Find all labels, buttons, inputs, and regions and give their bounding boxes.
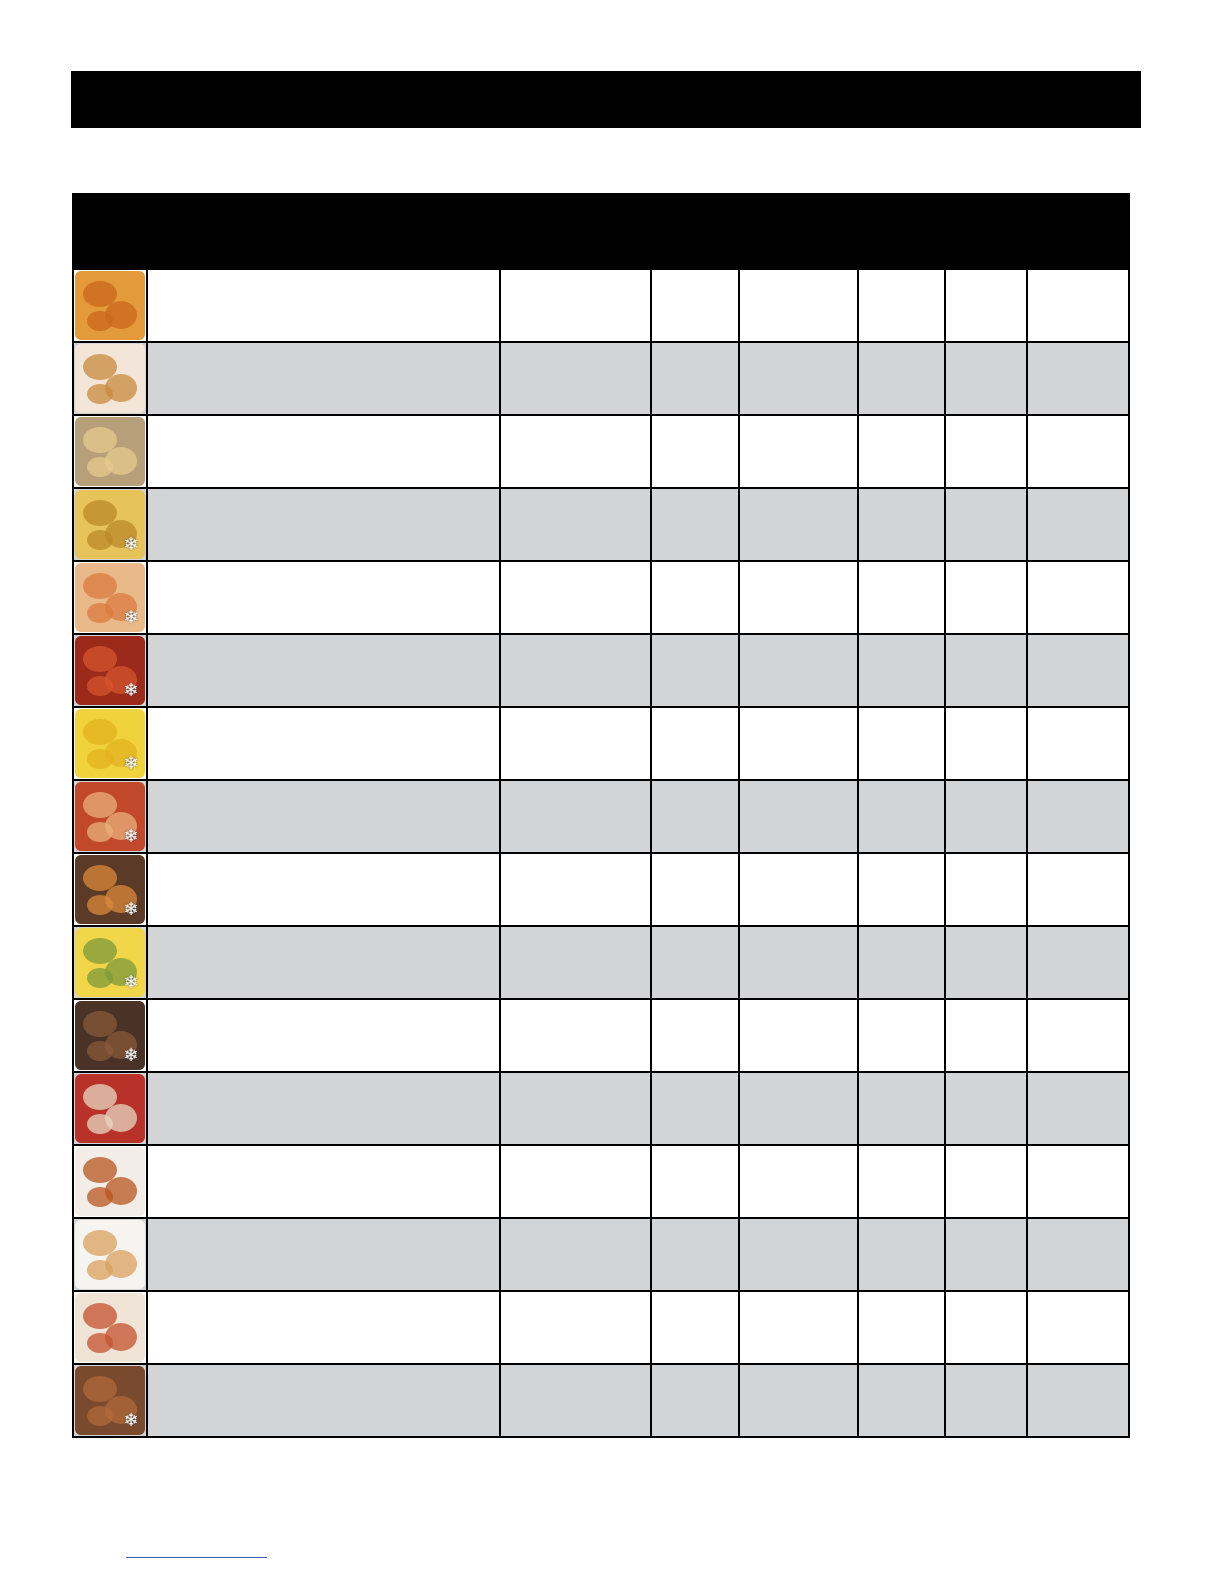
food-image-cell [73, 926, 147, 999]
table-cell [147, 1072, 500, 1145]
fried-chicken-icon [75, 271, 145, 340]
table-cell [500, 707, 651, 780]
sausages-icon [75, 1147, 145, 1216]
table-row [73, 999, 1129, 1072]
food-image-cell [73, 780, 147, 853]
snowflake-icon: ❄ [123, 534, 139, 555]
table-cell [858, 999, 945, 1072]
column-header [858, 194, 945, 269]
table-cell [500, 926, 651, 999]
table-cell [858, 488, 945, 561]
food-image-cell [73, 853, 147, 926]
table-cell [651, 415, 739, 488]
food-image-cell [73, 1145, 147, 1218]
lasagna-icon [75, 782, 145, 851]
table-cell [1027, 561, 1129, 634]
table-row [73, 1072, 1129, 1145]
table-cell [945, 999, 1027, 1072]
table-cell [147, 780, 500, 853]
table-cell [651, 1072, 739, 1145]
table-cell [945, 269, 1027, 342]
table-cell [651, 853, 739, 926]
table-cell [945, 707, 1027, 780]
table-cell [945, 488, 1027, 561]
table-row [73, 707, 1129, 780]
french-fries-icon [75, 709, 145, 778]
table-cell [945, 1072, 1027, 1145]
table-cell [1027, 342, 1129, 415]
table-cell [1027, 999, 1129, 1072]
hot-dog-icon [75, 1220, 145, 1289]
column-header [651, 194, 739, 269]
food-image-cell [73, 999, 147, 1072]
snowflake-icon: ❄ [123, 972, 139, 993]
table-cell [739, 1364, 858, 1437]
table-cell [147, 415, 500, 488]
table-cell [500, 999, 651, 1072]
casserole-icon [75, 855, 145, 924]
table-cell [945, 415, 1027, 488]
table-cell [739, 634, 858, 707]
table-cell [147, 1218, 500, 1291]
table-cell [945, 1364, 1027, 1437]
food-image-cell [73, 488, 147, 561]
food-image-cell [73, 1364, 147, 1437]
table-cell [739, 415, 858, 488]
table-cell [1027, 1364, 1129, 1437]
snowflake-icon: ❄ [123, 680, 139, 701]
food-image-cell [73, 707, 147, 780]
table-cell [500, 1291, 651, 1364]
column-header [147, 194, 500, 269]
table-cell [500, 342, 651, 415]
table-cell [651, 488, 739, 561]
table-cell [858, 707, 945, 780]
table-cell [858, 342, 945, 415]
table-cell [858, 269, 945, 342]
snowflake-icon: ❄ [123, 899, 139, 920]
table-cell [651, 634, 739, 707]
table-cell [500, 415, 651, 488]
table-cell [651, 707, 739, 780]
table-row [73, 853, 1129, 926]
table-cell [739, 269, 858, 342]
table-cell [147, 634, 500, 707]
table-cell [147, 853, 500, 926]
table-cell [651, 780, 739, 853]
table-cell [651, 561, 739, 634]
table-cell [1027, 780, 1129, 853]
table-cell [1027, 853, 1129, 926]
table-cell [945, 1145, 1027, 1218]
table-cell [945, 561, 1027, 634]
page-title-bar [71, 71, 1141, 128]
table-cell [651, 342, 739, 415]
footer-link-underline[interactable] [126, 1557, 267, 1558]
food-image-cell [73, 561, 147, 634]
table-cell [739, 1145, 858, 1218]
table-cell [651, 1364, 739, 1437]
table-cell [1027, 707, 1129, 780]
table-cell [1027, 634, 1129, 707]
column-header [1027, 194, 1129, 269]
food-image-cell [73, 415, 147, 488]
table-row [73, 926, 1129, 999]
table-cell [500, 488, 651, 561]
table-cell [500, 1072, 651, 1145]
table-cell [651, 999, 739, 1072]
table-cell [739, 780, 858, 853]
food-image-cell [73, 269, 147, 342]
meatloaf-icon [75, 1001, 145, 1070]
table-cell [739, 926, 858, 999]
snowflake-icon: ❄ [123, 1410, 139, 1431]
table-cell [147, 269, 500, 342]
table-cell [945, 853, 1027, 926]
table-row [73, 780, 1129, 853]
table-cell [500, 1364, 651, 1437]
table-cell [739, 853, 858, 926]
table-cell [739, 1291, 858, 1364]
table-row [73, 1218, 1129, 1291]
table-cell [858, 926, 945, 999]
table-cell [739, 1072, 858, 1145]
table-cell [858, 853, 945, 926]
table-cell [651, 926, 739, 999]
mini-pizzas-icon [75, 1293, 145, 1362]
table-cell [651, 1145, 739, 1218]
table-cell [858, 634, 945, 707]
table-cell [739, 342, 858, 415]
table-cell [147, 926, 500, 999]
table-cell [858, 1364, 945, 1437]
shrimp-icon [75, 563, 145, 632]
snowflake-icon: ❄ [123, 607, 139, 628]
table-cell [945, 780, 1027, 853]
table-cell [739, 1218, 858, 1291]
table-row [73, 488, 1129, 561]
table-cell [945, 634, 1027, 707]
table-row [73, 561, 1129, 634]
chicken-wings-icon [75, 636, 145, 705]
table-row [73, 269, 1129, 342]
table-cell [147, 342, 500, 415]
table-row [73, 415, 1129, 488]
food-image-cell [73, 634, 147, 707]
table-cell [945, 1218, 1027, 1291]
table-cell [147, 1291, 500, 1364]
table-cell [858, 1145, 945, 1218]
table-cell [651, 1291, 739, 1364]
table-row [73, 1291, 1129, 1364]
snowflake-icon: ❄ [123, 826, 139, 847]
table-row [73, 1364, 1129, 1437]
pasta-salad-icon [75, 928, 145, 997]
table-header-row [73, 194, 1129, 269]
food-image-cell [73, 342, 147, 415]
table-cell [147, 488, 500, 561]
snowflake-icon: ❄ [123, 753, 139, 774]
table-cell [858, 561, 945, 634]
table-cell [858, 1291, 945, 1364]
table-cell [500, 1218, 651, 1291]
table-cell [147, 707, 500, 780]
food-image-cell [73, 1218, 147, 1291]
table-cell [739, 561, 858, 634]
column-header [739, 194, 858, 269]
table-cell [739, 707, 858, 780]
table-cell [147, 1364, 500, 1437]
table-cell [858, 1072, 945, 1145]
table-cell [147, 1145, 500, 1218]
table-cell [945, 1291, 1027, 1364]
table-row [73, 634, 1129, 707]
table-cell [1027, 488, 1129, 561]
egg-rolls-icon [75, 417, 145, 486]
table-cell [1027, 415, 1129, 488]
table-cell [500, 853, 651, 926]
table-cell [500, 1145, 651, 1218]
roast-chicken-icon [75, 1366, 145, 1435]
table-cell [945, 342, 1027, 415]
table-cell [651, 269, 739, 342]
table-cell [858, 1218, 945, 1291]
table-cell [500, 269, 651, 342]
table-cell [500, 780, 651, 853]
table-cell [1027, 1218, 1129, 1291]
table-row [73, 342, 1129, 415]
cooking-guide-table [72, 193, 1130, 1438]
fish-sticks-icon [75, 490, 145, 559]
table-cell [739, 488, 858, 561]
table-cell [945, 926, 1027, 999]
table-cell [147, 999, 500, 1072]
column-header [945, 194, 1027, 269]
stuffed-tomatoes-icon [75, 1074, 145, 1143]
table-cell [500, 634, 651, 707]
table-cell [1027, 269, 1129, 342]
food-image-cell [73, 1072, 147, 1145]
table-cell [147, 561, 500, 634]
column-header [500, 194, 651, 269]
table-cell [858, 780, 945, 853]
drumstick-icon [75, 344, 145, 413]
table-cell [858, 415, 945, 488]
table-cell [651, 1218, 739, 1291]
table-cell [1027, 926, 1129, 999]
table-cell [1027, 1291, 1129, 1364]
snowflake-icon: ❄ [123, 1045, 139, 1066]
table-cell [1027, 1072, 1129, 1145]
table-cell [500, 561, 651, 634]
table-cell [1027, 1145, 1129, 1218]
column-header [73, 194, 147, 269]
table-cell [739, 999, 858, 1072]
food-image-cell [73, 1291, 147, 1364]
table-row [73, 1145, 1129, 1218]
